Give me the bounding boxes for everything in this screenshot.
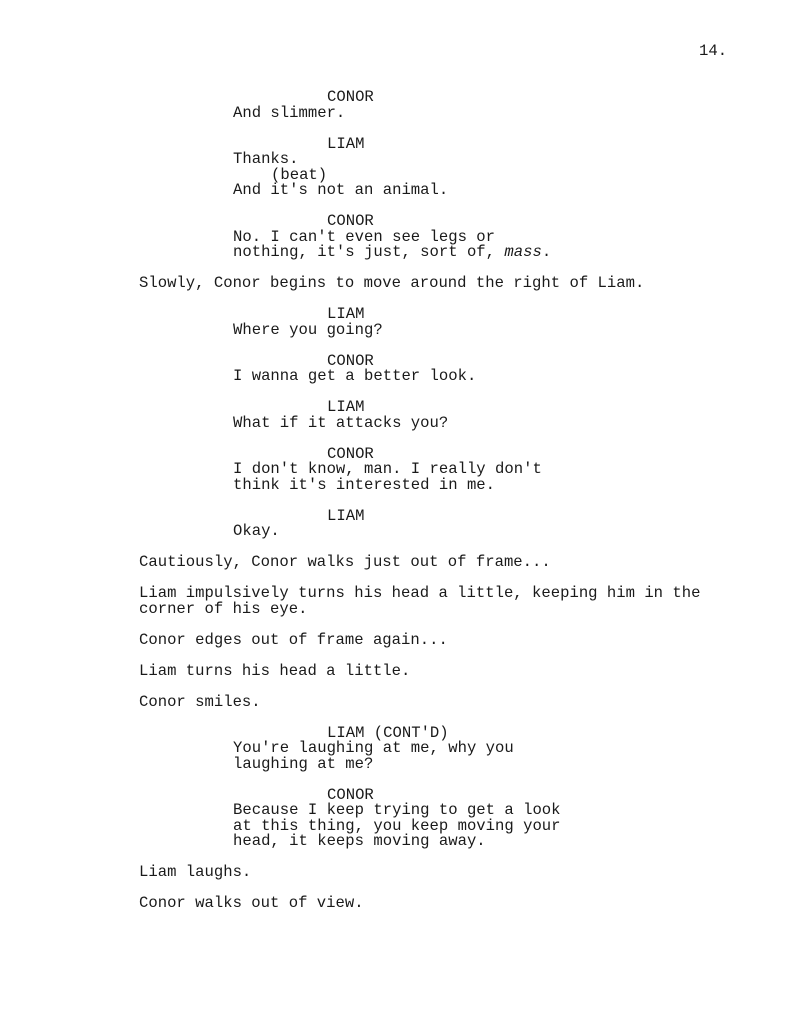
script-text: And slimmer.	[233, 103, 346, 122]
script-text: Conor walks out of view.	[139, 894, 364, 912]
script-text: CONOR	[327, 88, 374, 106]
script-dialogue-line	[233, 368, 476, 384]
script-text: LIAM	[327, 506, 365, 525]
script-text: Conor smiles.	[139, 692, 261, 711]
script-dialogue-line	[233, 415, 448, 431]
script-dialogue-line	[233, 833, 486, 849]
script-text: You're laughing at me, why you	[233, 739, 514, 757]
script-text: CONOR	[327, 785, 374, 804]
script-text: LIAM	[327, 305, 365, 323]
page-number: 14.	[699, 42, 728, 60]
script-text: Cautiously, Conor walks just out of frame...	[139, 553, 551, 571]
script-dialogue-line	[233, 322, 383, 338]
script-text: No. I can't even see legs or	[233, 227, 496, 246]
script-text: laughing at me?	[233, 754, 374, 773]
script-dialogue-line	[233, 756, 373, 772]
script-action-line	[139, 554, 551, 570]
script-text: And it's not an animal.	[233, 181, 449, 199]
script-text: Liam impulsively turns his head a little, keeping him in the	[139, 584, 701, 602]
script-action-line	[139, 663, 410, 679]
script-text: Because I keep trying to get a look	[233, 801, 561, 819]
script-dialogue-line	[233, 477, 495, 493]
script-text: at this thing, you keep moving your	[233, 816, 561, 835]
script-character-line	[327, 508, 364, 524]
script-text: Conor edges out of frame again...	[139, 630, 448, 649]
script-dialogue-line	[233, 105, 345, 121]
script-text: Liam laughs.	[139, 863, 252, 881]
script-action-line	[139, 601, 307, 617]
script-text: I wanna get a better look.	[233, 367, 477, 385]
script-text: nothing, it's just, sort of,	[233, 243, 505, 261]
script-action-line	[139, 632, 448, 648]
script-text: Slowly, Conor begins to move around the right of Liam.	[139, 274, 645, 292]
script-character-line	[327, 136, 364, 152]
script-text: think it's interested in me.	[233, 475, 496, 494]
script-text: LIAM	[327, 398, 365, 416]
script-text: head, it keeps moving away.	[233, 832, 486, 850]
script-text: What if it attacks you?	[233, 413, 449, 432]
script-dialogue-line	[233, 523, 280, 539]
script-action-line	[139, 895, 364, 911]
script-text: LIAM (CONT'D)	[327, 723, 449, 742]
script-text: Where you going?	[233, 320, 383, 339]
script-text: CONOR	[327, 351, 374, 370]
script-dialogue-line	[233, 182, 448, 198]
script-action-line	[139, 864, 251, 880]
script-text: I don't know, man. I really don't	[233, 460, 542, 478]
script-text: LIAM	[327, 134, 365, 153]
script-action-line	[139, 275, 644, 291]
script-text: (beat)	[271, 165, 328, 184]
script-text: corner of his eye.	[139, 599, 308, 618]
script-text: CONOR	[327, 444, 374, 463]
script-text: Liam turns his head a little.	[139, 661, 411, 680]
script-text: Thanks.	[233, 150, 299, 168]
script-text: Okay.	[233, 522, 280, 540]
script-text: .	[541, 243, 552, 261]
script-dialogue-line	[233, 244, 551, 260]
script-action-line	[139, 694, 261, 710]
script-text: mass	[504, 243, 542, 261]
script-text: CONOR	[327, 212, 374, 230]
